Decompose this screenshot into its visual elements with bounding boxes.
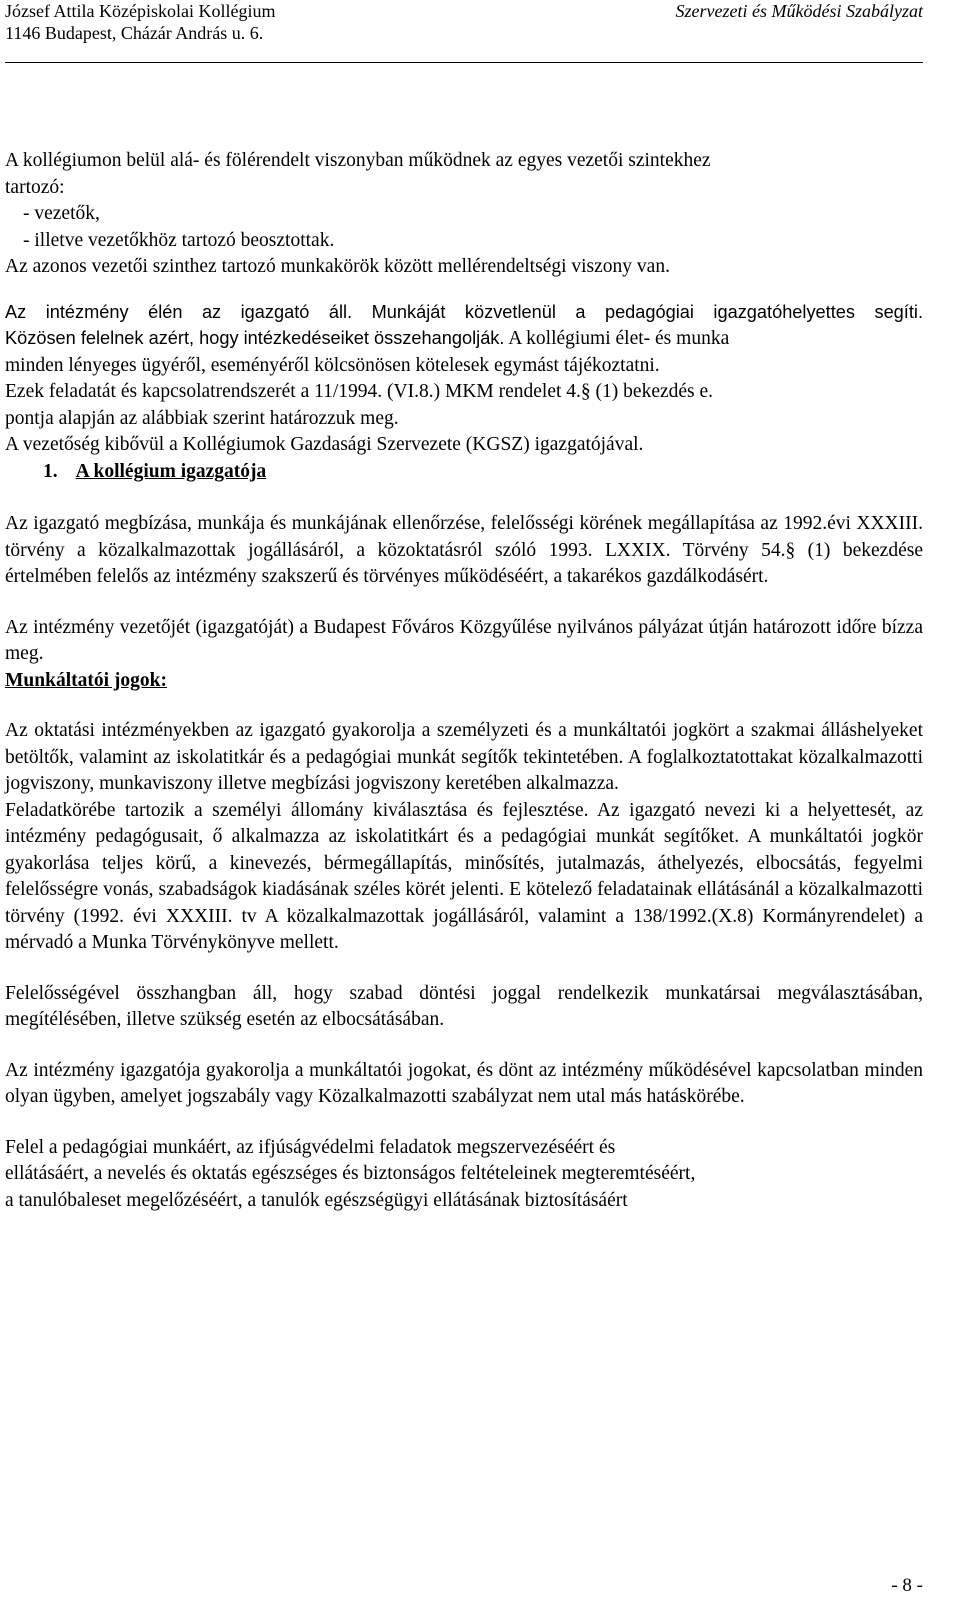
director-coop-sans: Közösen felelnek azért, hogy intézkedéseiket összehangolják.: [5, 328, 505, 348]
section-heading: [5, 459, 923, 486]
employer-paragraph-2: Feladatkörébe tartozik a személyi állomány kiválasztása és fejlesztése. Az igazgató nevezi ki a helyettesét, az intézmény pedagógusait, ő alkalmazza az iskolatitkárt és a pedagógiai munkát segítőket. A munkáltatói jogkör gyakorlása teljes körű, a kinevezés, bérmegállapítás, minősítés, jutalmazás, áthelyezés, elbocsátás, fegyelmi felelősségre vonás, szabadságok kiadásának széles körét jelenti. E kötelező feladatainak ellátásánál a közalkalmazotti törvény (1992. évi XXXIII. tv A közalkalmazottak jogállásáról, valamint a 138/1992.(X.8) Kormányrendelet) a mérvadó a Munka Törvénykönyve mellett.: [5, 799, 923, 953]
director-line-4: Ezek feladatát és kapcsolatrendszerét a 11/1994. (VI.8.) MKM rendelet 4.§ (1) bekezdés e.: [5, 381, 714, 402]
responsibility-paragraph: Felelősségével összhangban áll, hogy szabad döntési joggal rendelkezik munkatársai megválasztásában, megítélésében, illetve szükség esetén az elbocsátásában.: [5, 982, 923, 1030]
duties-line-1: Felel a pedagógiai munkáért, az ifjúságvédelmi feladatok megszervezéséért és: [5, 1136, 616, 1158]
bullet-item: - vezetők,: [23, 203, 100, 224]
intro-line-2: tartozó:: [5, 176, 65, 198]
assignment-paragraph: Az intézmény vezetőjét (igazgatóját) a Budapest Főváros Közgyűlése nyilvános pályázat útján határozott időre bízza meg.: [5, 616, 923, 664]
org-name: József Attila Középiskolai Kollégium: [5, 1, 276, 21]
section-number: 1.: [43, 460, 58, 482]
director-line-3: minden lényeges ügyéről, eseményéről kölcsönösen kötelesek egymást tájékoztatni.: [5, 354, 660, 376]
bullet-item: - illetve vezetőkhöz tartozó beosztottak.: [23, 229, 335, 251]
employer-paragraph-1: Az oktatási intézményekben az igazgató gyakorolja a személyzeti és a munkáltatói jogkört a szakmai álláshelyeket betöltők, valamint az iskolatitkár és a pedagógiai munkát segítők tekintetében. A foglalkoztatottakat közalkalmazotti jogviszony, munkaviszony illetve megbízási jogviszony keretében alkalmazza.: [5, 720, 923, 794]
director-line-6: A vezetőség kibővül a Kollégiumok Gazdasági Szervezete (KGSZ) igazgatójával.: [5, 434, 644, 455]
director-intro-text: Az intézmény élén az igazgató áll. Munkáját közvetlenül a pedagógiai igazgatóhelyettes segíti.: [5, 301, 923, 322]
rights-paragraph: Az intézmény igazgatója gyakorolja a munkáltatói jogokat, és dönt az intézmény működésével kapcsolatban minden olyan ügyben, amelyet jogszabály vagy Közalkalmazotti szabályzat nem utal más hatáskörébe.: [5, 1059, 923, 1107]
document-title: Szervezeti és Működési Szabályzat: [675, 1, 923, 21]
duties-line-3: a tanulóbaleset megelőzéséért, a tanulók egészségügyi ellátásának biztosításáért: [5, 1189, 628, 1211]
page-header: [5, 0, 923, 63]
duties-line-2: ellátásáért, a nevelés és oktatás egészséges és biztonságos feltételeinek megteremtéséért,: [5, 1163, 696, 1184]
section-title: A kollégium igazgatója: [75, 460, 267, 482]
director-line-5: pontja alapján az alábbiak szerint határozzuk meg.: [5, 407, 399, 429]
document-body: [5, 148, 923, 1214]
appointment-paragraph: Az igazgató megbízása, munkája és munkájának ellenőrzése, felelősségi körének megállapítása az 1992.évi XXXIII. törvény a közalkalmazottak jogállásáról, a közoktatásról szóló 1993. LXXIX. Törvény 54.§ (1) bekezdése értelmében felelős az intézmény szakszerű és törvényes működéséért, a takarékos gazdálkodásért.: [5, 513, 923, 587]
intro-line-3: Az azonos vezetői szinthez tartozó munkakörök között mellérendeltségi viszony van.: [5, 256, 670, 277]
intro-line-1: A kollégiumon belül alá- és fölérendelt viszonyban működnek az egyes vezetői szintekhez: [5, 150, 711, 171]
employer-rights-heading: Munkáltatói jogok:: [5, 669, 167, 691]
org-address: 1146 Budapest, Cházár András u. 6.: [5, 23, 264, 43]
director-coop-rest: A kollégiumi élet- és munka: [504, 328, 730, 349]
page-number: - 8 -: [891, 1575, 923, 1596]
director-coop-line: [5, 325, 923, 353]
